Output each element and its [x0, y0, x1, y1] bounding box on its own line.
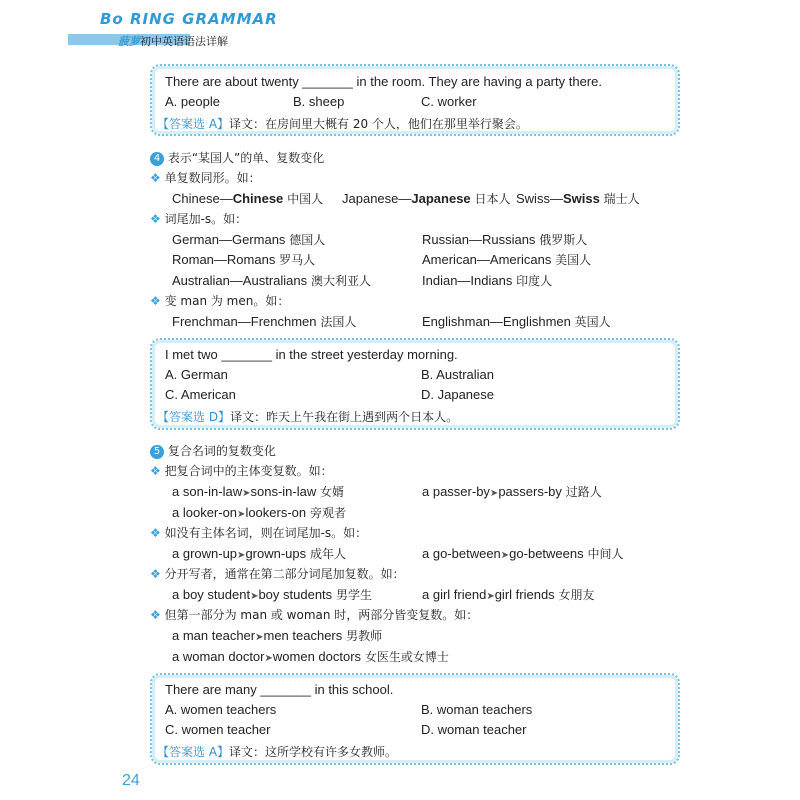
- q1-option-b: B. sheep: [293, 94, 345, 109]
- q2-option-a: A. German: [165, 367, 228, 382]
- section-4-title: 4 表示“某国人”的单、复数变化: [150, 149, 324, 166]
- s5-bullet-1: ❖ 把复合词中的主体变复数。如：: [150, 464, 333, 478]
- s5-item: a girl friend➤girl friends 女朋友: [422, 587, 595, 602]
- s4-item: Australian—Australians 澳大利亚人: [172, 273, 371, 288]
- s5-bullet-3: ❖ 分开写者，通常在第二部分词尾加复数。如：: [150, 567, 405, 581]
- s5-item: a son-in-law➤sons-in-law 女婿: [172, 484, 345, 499]
- page-number: 24: [122, 772, 140, 789]
- q3-option-b: B. woman teachers: [421, 702, 533, 717]
- s5-item: a looker-on➤lookers-on 旁观者: [172, 505, 346, 520]
- s4-item: Frenchman—Frenchmen 法国人: [172, 314, 357, 329]
- q1-option-a: A. people: [165, 94, 220, 109]
- q2-option-c: C. American: [165, 387, 236, 402]
- q1-option-c: C. worker: [421, 94, 477, 109]
- s5-item: a woman doctor➤women doctors 女医生或女博士: [172, 649, 449, 664]
- q1-question: There are about twenty _______ in the room. They are having a party there.: [165, 74, 602, 89]
- s5-item: a boy student➤boy students 男学生: [172, 587, 372, 602]
- s4-row-1c: Swiss—Swiss 瑞士人: [516, 191, 640, 206]
- q2-question: I met two _______ in the street yesterday morning.: [165, 347, 458, 362]
- s4-item: Indian—Indians 印度人: [422, 273, 553, 288]
- s4-bullet-3: ❖ 变 man 为 men。如：: [150, 294, 290, 308]
- s4-item: Russian—Russians 俄罗斯人: [422, 232, 588, 247]
- q1-answer: 【答案选 A】译文：在房间里大概有 20 个人，他们在那里举行聚会。: [157, 117, 528, 131]
- s4-item: American—Americans 美国人: [422, 252, 592, 267]
- s5-bullet-2: ❖ 如没有主体名词，则在词尾加-s。如：: [150, 526, 368, 540]
- s4-row-1b: Japanese—Japanese 日本人: [342, 191, 511, 206]
- s5-item: a man teacher➤men teachers 男教师: [172, 628, 383, 643]
- header-title: 菠萝初中英语语法详解: [118, 35, 228, 48]
- s4-bullet-2: ❖ 词尾加-s。如：: [150, 212, 248, 226]
- s5-item: a passer-by➤passers-by 过路人: [422, 484, 602, 499]
- q3-answer: 【答案选 A】译文：这所学校有许多女教师。: [157, 745, 398, 759]
- q2-option-d: D. Japanese: [421, 387, 494, 402]
- s4-item: German—Germans 德国人: [172, 232, 326, 247]
- q3-option-d: D. woman teacher: [421, 722, 527, 737]
- section-5-title: 5 复合名词的复数变化: [150, 442, 276, 459]
- q3-question: There are many _______ in this school.: [165, 682, 394, 697]
- q2-option-b: B. Australian: [421, 367, 494, 382]
- s4-bullet-1: ❖ 单复数同形。如：: [150, 171, 261, 185]
- s5-bullet-4: ❖ 但第一部分为 man 或 woman 时，两部分皆变复数。如：: [150, 608, 479, 622]
- s4-row-1: Chinese—Chinese 中国人: [172, 191, 324, 206]
- q3-option-a: A. women teachers: [165, 702, 277, 717]
- q3-option-c: C. women teacher: [165, 722, 271, 737]
- q2-answer: 【答案选 D】译文：昨天上午我在街上遇到两个日本人。: [157, 410, 459, 424]
- s4-item: Englishman—Englishmen 英国人: [422, 314, 611, 329]
- header-logo: Bo RING GRAMMAR: [100, 10, 278, 28]
- s5-item: a go-between➤go-betweens 中间人: [422, 546, 624, 561]
- s4-item: Roman—Romans 罗马人: [172, 252, 316, 267]
- s5-item: a grown-up➤grown-ups 成年人: [172, 546, 346, 561]
